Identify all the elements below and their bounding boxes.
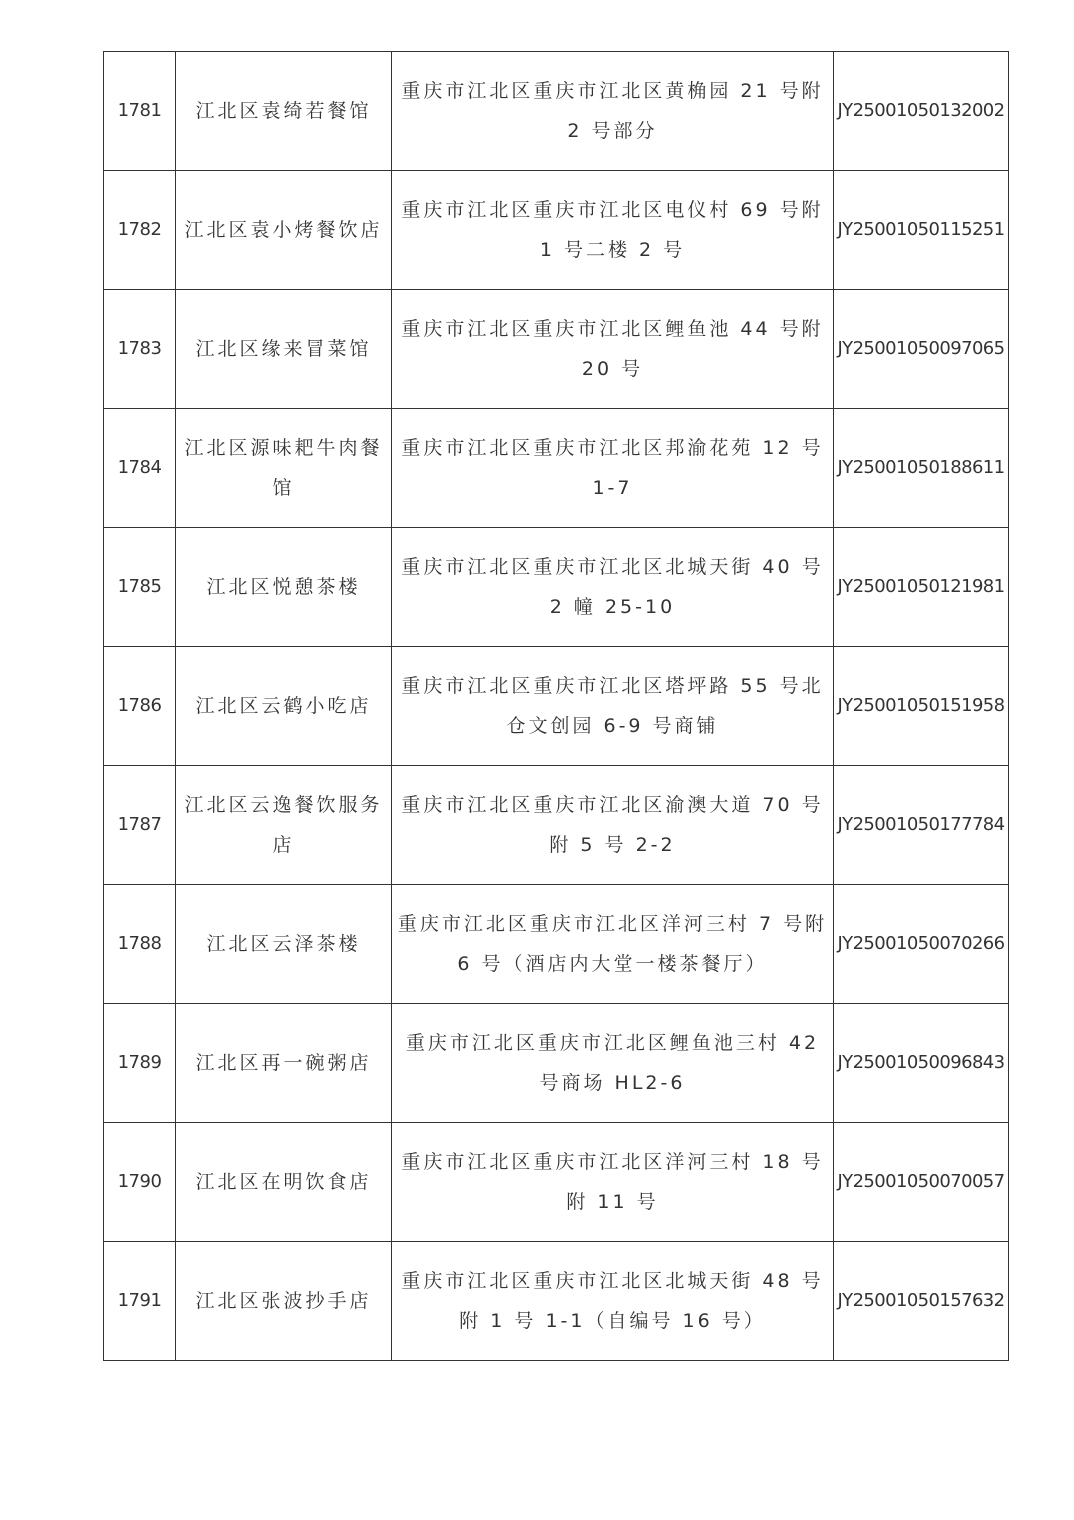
table-row [104,52,1009,171]
row-number: 1791 [104,1242,176,1361]
business-address: 重庆市江北区重庆市江北区电仪村 69 号附 1 号二楼 2 号 [392,171,834,290]
table-row [104,409,1009,528]
business-name: 江北区袁小烤餐饮店 [176,171,392,290]
table-row [104,290,1009,409]
table-row [104,528,1009,647]
row-number: 1786 [104,647,176,766]
business-address: 重庆市江北区重庆市江北区洋河三村 7 号附 6 号（酒店内大堂一楼茶餐厅） [392,885,834,1004]
business-address: 重庆市江北区重庆市江北区塔坪路 55 号北仓文创园 6-9 号商铺 [392,647,834,766]
license-table [103,51,1009,1361]
row-number: 1788 [104,885,176,1004]
license-table-body [104,52,1009,1361]
business-address: 重庆市江北区重庆市江北区洋河三村 18 号附 11 号 [392,1123,834,1242]
row-number: 1787 [104,766,176,885]
license-number: JY25001050188611 [834,409,1009,528]
row-number: 1784 [104,409,176,528]
table-row [104,885,1009,1004]
business-address: 重庆市江北区重庆市江北区黄桷园 21 号附 2 号部分 [392,52,834,171]
business-address: 重庆市江北区重庆市江北区鲤鱼池三村 42 号商场 HL2-6 [392,1004,834,1123]
table-row [104,1004,1009,1123]
license-number: JY25001050097065 [834,290,1009,409]
table-row [104,647,1009,766]
business-name: 江北区悦憩茶楼 [176,528,392,647]
license-number: JY25001050115251 [834,171,1009,290]
business-name: 江北区袁绮若餐馆 [176,52,392,171]
table-row [104,766,1009,885]
business-name: 江北区云鹤小吃店 [176,647,392,766]
row-number: 1783 [104,290,176,409]
license-number: JY25001050132002 [834,52,1009,171]
business-name: 江北区再一碗粥店 [176,1004,392,1123]
table-row [104,1123,1009,1242]
license-number: JY25001050096843 [834,1004,1009,1123]
license-number: JY25001050177784 [834,766,1009,885]
row-number: 1785 [104,528,176,647]
business-name: 江北区在明饮食店 [176,1123,392,1242]
business-address: 重庆市江北区重庆市江北区邦渝花苑 12 号 1-7 [392,409,834,528]
license-number: JY25001050070266 [834,885,1009,1004]
table-row [104,1242,1009,1361]
table-row [104,171,1009,290]
license-number: JY25001050121981 [834,528,1009,647]
business-address: 重庆市江北区重庆市江北区渝澳大道 70 号附 5 号 2-2 [392,766,834,885]
business-address: 重庆市江北区重庆市江北区鲤鱼池 44 号附 20 号 [392,290,834,409]
business-name: 江北区张波抄手店 [176,1242,392,1361]
business-name: 江北区源味耙牛肉餐馆 [176,409,392,528]
license-number: JY25001050157632 [834,1242,1009,1361]
row-number: 1790 [104,1123,176,1242]
row-number: 1789 [104,1004,176,1123]
row-number: 1781 [104,52,176,171]
business-name: 江北区缘来冒菜馆 [176,290,392,409]
business-address: 重庆市江北区重庆市江北区北城天街 40 号 2 幢 25-10 [392,528,834,647]
business-name: 江北区云泽茶楼 [176,885,392,1004]
license-number: JY25001050151958 [834,647,1009,766]
business-address: 重庆市江北区重庆市江北区北城天街 48 号附 1 号 1-1（自编号 16 号） [392,1242,834,1361]
business-name: 江北区云逸餐饮服务店 [176,766,392,885]
row-number: 1782 [104,171,176,290]
license-number: JY25001050070057 [834,1123,1009,1242]
